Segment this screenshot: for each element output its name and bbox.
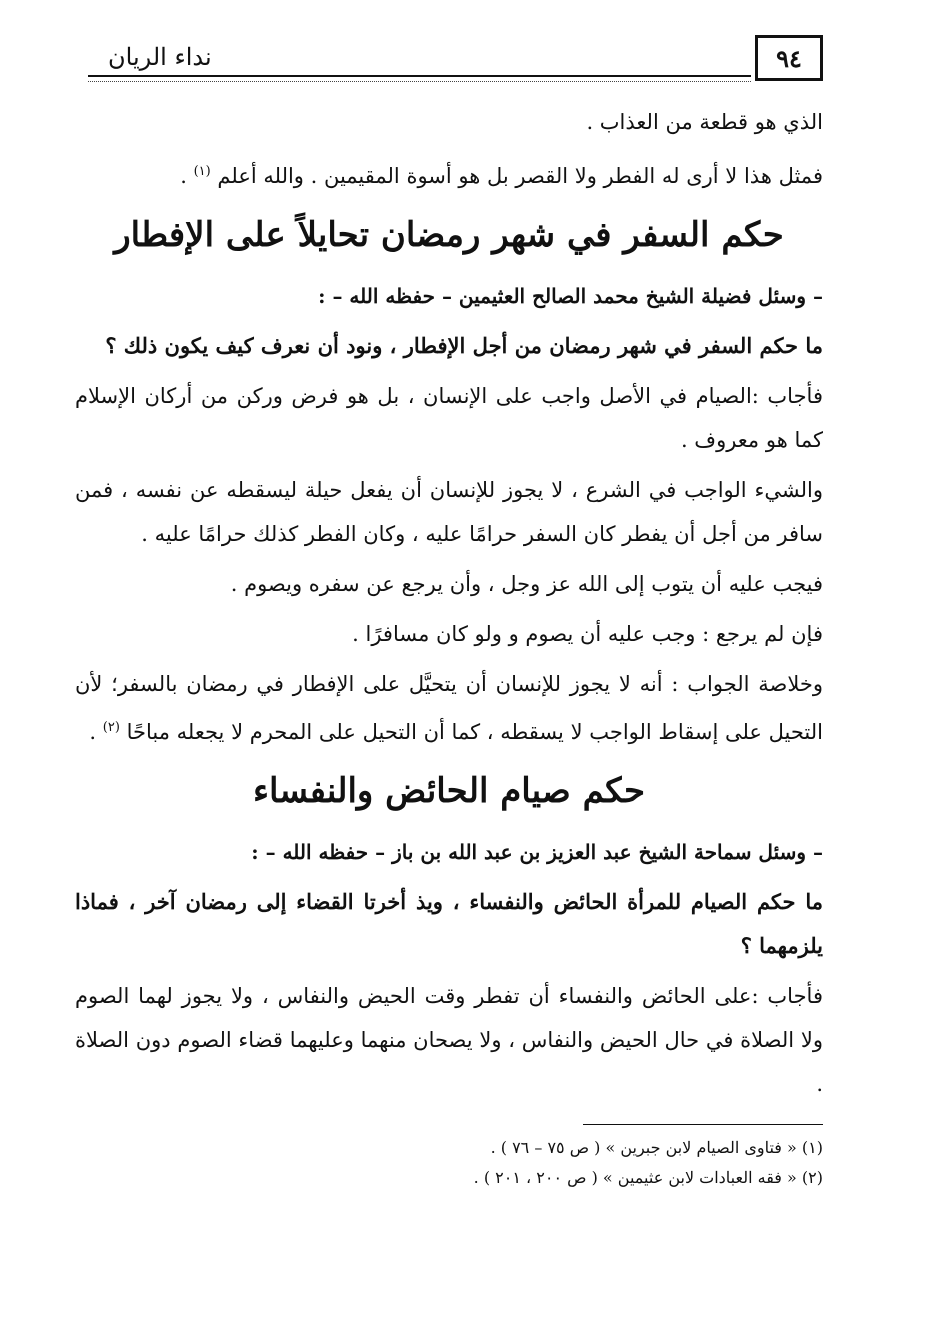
header-dotted-rule [88,81,751,82]
answer-paragraph: فأجاب :الصيام في الأصل واجب على الإنسان ، بل هو فرض وركن من أركان الإسلام كما هو معروف . [75,384,823,452]
footnote: (٢) « فقه العبادات لابن عثيمين » ( ص ٢٠٠ ، ٢٠١ ) . [473,1168,823,1187]
footnote: (١) « فتاوى الصيام لابن جبرين » ( ص ٧٥ – ٧٦ ) . [490,1138,823,1157]
footnote-rule [583,1124,823,1125]
answer-paragraph: فإن لم يرجع : وجب عليه أن يصوم و ولو كان مسافرًا . [352,622,823,646]
page-number: ٩٤ [755,35,823,81]
answer-paragraph [75,662,823,754]
asked-line: – وسئل فضيلة الشيخ محمد الصالح العثيمين – حفظه الله – : [318,284,823,308]
page-body [75,100,823,1193]
running-title: نداء الريان [108,43,212,71]
answer-paragraph: فيجب عليه أن يتوب إلى الله عز وجل ، وأن يرجع عن سفره ويصوم . [230,572,823,596]
paragraph-end: . [89,720,103,744]
page-header [88,35,823,87]
footnotes [75,1133,823,1193]
question: ما حكم السفر في شهر رمضان من أجل الإفطار ، ونود أن نعرف كيف يكون ذلك ؟ [105,333,823,358]
answer-paragraph: فأجاب :على الحائض والنفساء أن تفطر وقت الحيض والنفاس ، ولا يجوز لهما الصوم ولا الصلاة في حال الحيض والنفاس ، ولا يصحان منهما وعليهما قضاء الصوم دون الصلاة . [75,984,823,1096]
paragraph-end: . [180,164,194,188]
section-heading: حكم صيام الحائض والنفساء [252,771,646,811]
paragraph: الذي هو قطعة من العذاب . [586,110,823,134]
answer-paragraph: والشيء الواجب في الشرع ، لا يجوز للإنسان أن يفعل حيلة ليسقطه عن نفسه ، فمن سافر من أجل أن يفطر كان السفر حرامًا عليه ، وكان الفطر كذلك حرامًا عليه . [75,478,823,546]
paragraph [75,150,823,198]
footnote-ref: (١) [193,164,211,179]
header-rule [88,75,751,77]
footnote-ref: (٢) [102,720,120,735]
question: ما حكم الصيام للمرأة الحائض والنفساء ، ويذ أخرتا القضاء إلى رمضان آخر ، فماذا يلزمهما ؟ [75,889,823,958]
paragraph-text: وخلاصة الجواب : أنه لا يجوز للإنسان أن يتحيَّل على الإفطار في رمضان بالسفر؛ لأن التحيل على إسقاط الواجب لا يسقطه ، كما أن التحيل على المحرم لا يجعله مباحًا [75,672,823,744]
asked-line: – وسئل سماحة الشيخ عبد العزيز بن عبد الله بن باز – حفظه الله – : [251,840,823,864]
paragraph-text: فمثل هذا لا أرى له الفطر ولا القصر بل هو أسوة المقيمين . والله أعلم [217,164,823,188]
section-heading: حكم السفر في شهر رمضان تحايلاً على الإفطار [114,215,784,255]
